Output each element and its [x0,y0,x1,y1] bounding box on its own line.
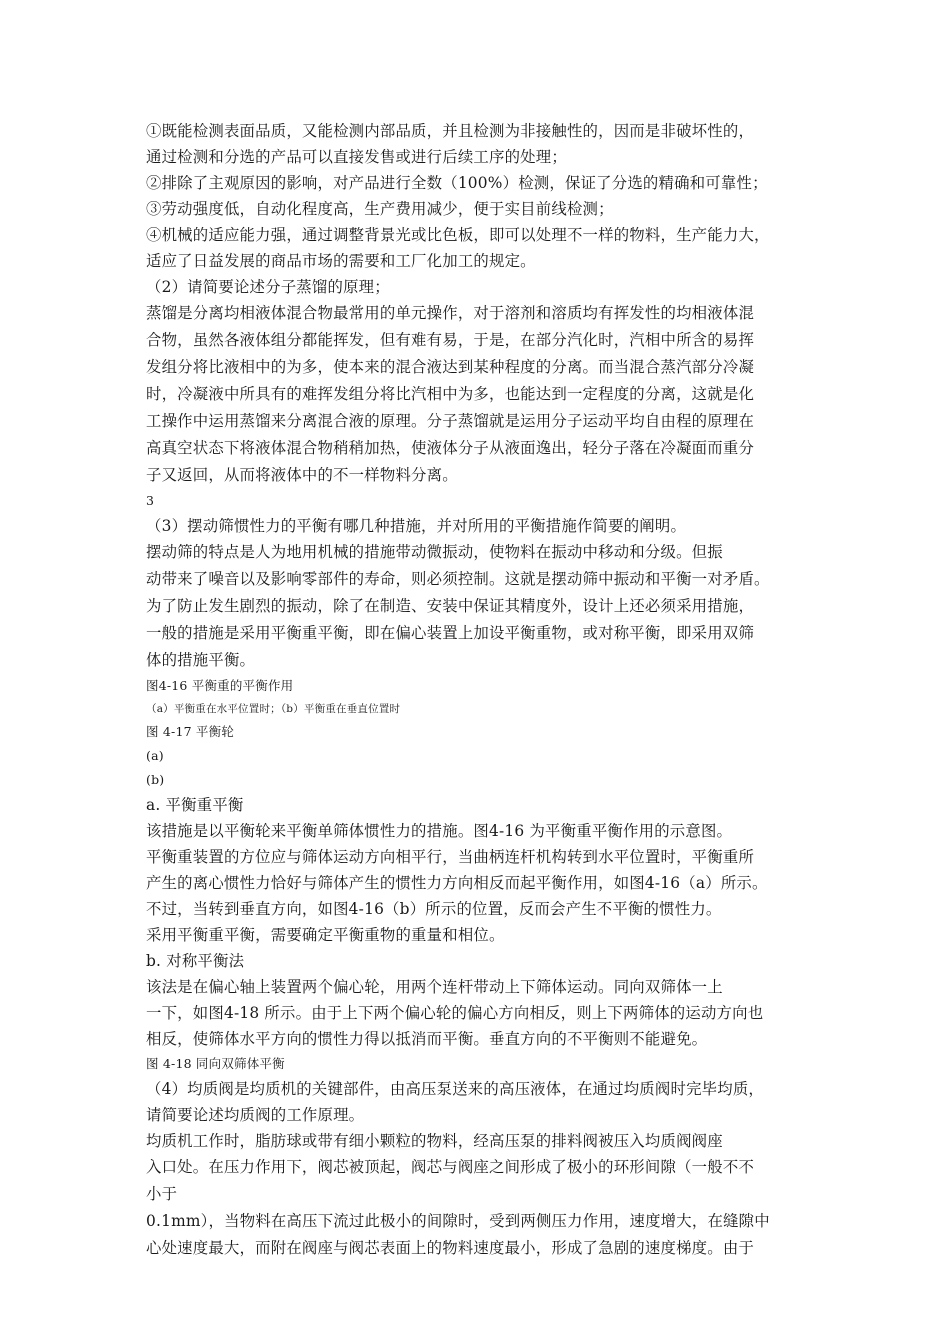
text-line: 一下，如图4-18 所示。由于上下两个偏心轮的偏心方向相反，则上下两筛体的运动方向也 [146,1004,764,1022]
text-line: 适应了日益发展的商品市场的需要和工厂化加工的规定。 [146,252,536,270]
text-line: ③劳动强度低，自动化程度高，生产费用减少，便于实目前线检测； [146,200,614,218]
text-line: 高真空状态下将液体混合物稍稍加热，使液体分子从液面逸出，轻分子落在冷凝面而重分 [146,439,755,457]
section-heading: a. 平衡重平衡 [146,796,244,814]
text-line: 蒸馏是分离均相液体混合物最常用的单元操作，对于溶剂和溶质均有挥发性的均相液体混 [146,304,755,322]
text-line: ②排除了主观原因的影响，对产品进行全数（100%）检测，保证了分选的精确和可靠性； [146,174,768,192]
text-line: 该措施是以平衡轮来平衡单筛体惯性力的措施。图4-16 为平衡重平衡作用的示意图。 [146,822,733,840]
text-line: 为了防止发生剧烈的振动，除了在制造、安装中保证其精度外，设计上还必须采用措施， [146,597,755,615]
question-heading: （4）均质阀是均质机的关键部件，由高压泵送来的高压液体，在通过均质阀时完毕均质， [146,1080,765,1098]
figure-caption: 图4-16 平衡重的平衡作用 [146,678,294,693]
text-line: 心处速度最大，而附在阀座与阀芯表面上的物料速度最小，形成了急剧的速度梯度。由于 [146,1239,755,1257]
text-line: 均质机工作时，脂肪球或带有细小颗粒的物料，经高压泵的排料阀被压入均质阀阀座 [146,1132,723,1150]
question-heading: （2）请简要论述分子蒸馏的原理； [146,278,390,296]
text-line: 小于 [146,1185,178,1203]
question-heading: （3）摆动筛惯性力的平衡有哪几种措施，并对所用的平衡措施作简要的阐明。 [146,517,687,535]
text-line: 子又返回，从而将液体中的不一样物料分离。 [146,466,458,484]
figure-caption: 图 4-17 平衡轮 [146,724,235,739]
text-line: 通过检测和分选的产品可以直接发售或进行后续工序的处理； [146,148,567,166]
text-line: 采用平衡重平衡，需要确定平衡重物的重量和相位。 [146,926,505,944]
text-line: 产生的离心惯性力恰好与筛体产生的惯性力方向相反而起平衡作用，如图4-16（a）所示。 [146,874,768,892]
text-line: 发组分将比液相中的为多，使本来的混合液达到某种程度的分离。而当混合蒸汽部分冷凝 [146,358,755,376]
text-line: 一般的措施是采用平衡重平衡，即在偏心装置上加设平衡重物，或对称平衡，即采用双筛 [146,624,755,642]
figure-caption: 图 4-18 同向双筛体平衡 [146,1056,285,1071]
text-line: 入口处。在压力作用下，阀芯被顶起，阀芯与阀座之间形成了极小的环形间隙（一般不不 [146,1158,755,1176]
text-line: 0.1mm），当物料在高压下流过此极小的间隙时，受到两侧压力作用，速度增大，在缝隙中 [146,1212,770,1230]
text-line: 摆动筛的特点是人为地用机械的措施带动微振动，使物料在振动中移动和分级。但振 [146,543,723,561]
text-line: ④机械的适应能力强，通过调整背景光或比色板，即可以处理不一样的物料，生产能力大， [146,226,770,244]
text-line: ①既能检测表面品质，又能检测内部品质，并且检测为非接触性的，因而是非破坏性的， [146,122,755,140]
text-line: 平衡重装置的方位应与筛体运动方向相平行，当曲柄连杆机构转到水平位置时，平衡重所 [146,848,755,866]
text-line: 相反，使筛体水平方向的惯性力得以抵消而平衡。垂直方向的不平衡则不能避免。 [146,1030,708,1048]
page-number: 3 [146,493,155,508]
text-line: 工操作中运用蒸馏来分离混合液的原理。分子蒸馏就是运用分子运动平均自由程的原理在 [146,412,755,430]
text-line: 动带来了噪音以及影响零部件的寿命，则必须控制。这就是摆动筛中振动和平衡一对矛盾。 [146,570,770,588]
text-line: 该法是在偏心轴上装置两个偏心轮，用两个连杆带动上下筛体运动。同向双筛体一上 [146,978,723,996]
text-line: 体的措施平衡。 [146,651,256,669]
text-line: 合物，虽然各液体组分都能挥发，但有难有易，于是，在部分汽化时，汽相中所含的易挥 [146,331,755,349]
text-line: 请简要论述均质阀的工作原理。 [146,1106,365,1124]
text-line: 不过，当转到垂直方向，如图4-16（b）所示的位置，反而会产生不平衡的惯性力。 [146,900,722,918]
figure-subcaption: （a）平衡重在水平位置时；（b）平衡重在垂直位置时 [146,703,401,715]
document-body [146,118,816,1262]
figure-label: (a) [146,748,164,763]
text-line: 时，冷凝液中所具有的难挥发组分将比汽相中为多，也能达到一定程度的分离，这就是化 [146,385,755,403]
figure-label: (b) [146,772,165,787]
section-heading: b. 对称平衡法 [146,952,245,970]
